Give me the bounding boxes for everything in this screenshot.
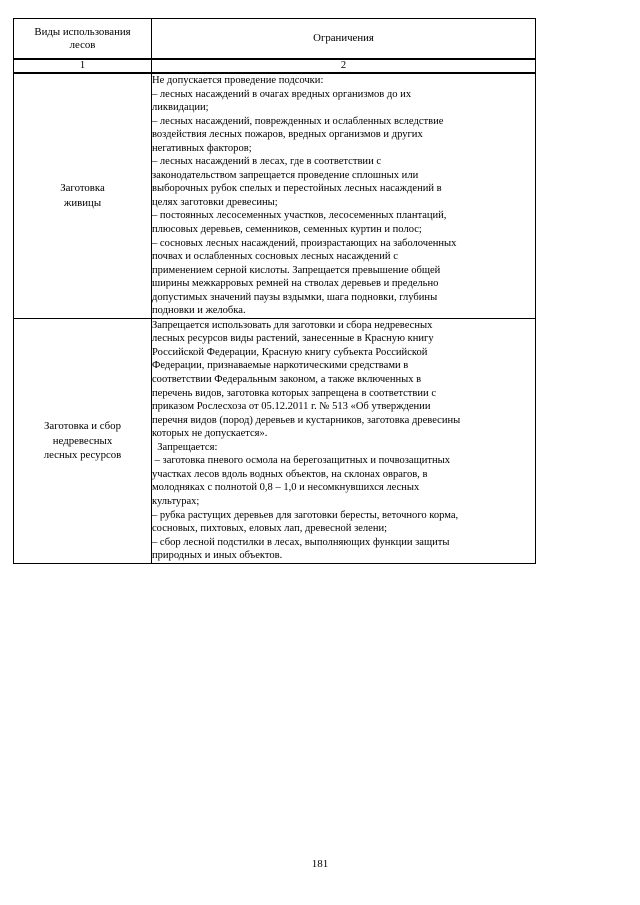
restriction-text-line: выборочных рубок спелых и перестойных лесных насаждений в — [152, 183, 442, 195]
restrictions-cell — [152, 73, 536, 318]
header-usage-types — [14, 19, 152, 60]
usage-type-line: Заготовка и сбор — [44, 420, 121, 433]
restriction-text-line: применением серной кислоты. Запрещается превышение общей — [152, 264, 441, 276]
restriction-text-line: – рубка растущих деревьев для заготовки бересты, веточного корма, — [152, 509, 459, 521]
header-restrictions: Ограничения — [152, 19, 536, 60]
table-header-row — [14, 19, 536, 60]
usage-type-line: Заготовка — [60, 182, 105, 195]
restriction-text-line: приказом Рослесхоза от 05.12.2011 г. № 513 «Об утверждении — [152, 401, 431, 413]
restriction-text-line: которых не допускается». — [152, 428, 268, 440]
header-usage-line: Виды использования — [34, 25, 131, 38]
restriction-text-line: перечня видов (пород) деревьев и кустарников, заготовка древесины — [152, 414, 461, 426]
table-row — [14, 73, 536, 318]
usage-type-line: живицы — [63, 196, 102, 209]
restriction-text-line: Не допускается проведение подсочки: — [152, 75, 324, 86]
restriction-text-line: воздействия лесных пожаров, вредных организмов и других — [152, 129, 423, 141]
usage-type-line: недревесных — [52, 434, 113, 447]
restriction-text-line: целях заготовки древесины; — [152, 196, 278, 208]
restrictions-table — [13, 18, 536, 564]
restriction-text-line: Российской Федерации, Красную книгу субъекта Российской — [152, 346, 428, 358]
restriction-text-line: – постоянных лесосеменных участков, лесосеменных плантаций, — [152, 210, 447, 222]
restriction-text-line: – лесных насаждений в очагах вредных организмов до их — [152, 88, 412, 100]
restriction-text-line: Запрещается использовать для заготовки и сбора недревесных — [152, 319, 433, 331]
restriction-text-line: соответствии Федеральным законом, а также включенных в — [152, 374, 422, 386]
restrictions-cell — [152, 318, 536, 563]
page-number: 181 — [311, 858, 329, 870]
restriction-text-line: ширины межкарровых ремней на стволах деревьев и предельно — [152, 278, 439, 290]
restriction-text-line: культурах; — [152, 495, 200, 507]
column-number-row — [14, 59, 536, 73]
usage-type-cell — [14, 318, 152, 563]
restriction-text-line: – лесных насаждений в лесах, где в соответствии с — [152, 156, 382, 168]
restriction-text-line: плюсовых деревьев, семенников, семенных куртин и полос; — [152, 224, 422, 236]
restriction-text-line: почвах и ослабленных сосновых лесных насаждений с — [152, 251, 398, 263]
table-row — [14, 318, 536, 563]
restriction-text-line: молодняках с полнотой 0,8 – 1,0 и несомкнувшихся лесных — [152, 482, 420, 494]
restriction-text-line: негативных факторов; — [152, 142, 252, 154]
restriction-text-line: природных и иных объектов. — [152, 550, 283, 562]
restriction-text-line: перечень видов, заготовка которых запрещена в соответствии с — [152, 387, 436, 399]
restriction-text-line: законодательством запрещается проведение сплошных или — [152, 169, 419, 181]
restriction-text-line: допустимых значений паузы вздымки, шага подновки, глубины — [152, 291, 438, 303]
usage-type-cell — [14, 73, 152, 318]
restriction-text-line: – сбор лесной подстилки в лесах, выполняющих функции защиты — [152, 536, 450, 548]
column-number-2: 2 — [152, 59, 536, 73]
restriction-text-line: – лесных насаждений, поврежденных и ослабленных вследствие — [152, 115, 444, 127]
column-number-1: 1 — [14, 59, 152, 73]
usage-type-line: лесных ресурсов — [43, 449, 122, 462]
restriction-text-line: подновки и желобка. — [152, 305, 246, 317]
restriction-text-line: – сосновых лесных насаждений, произрастающих на заболоченных — [152, 237, 457, 249]
restriction-text-line: ликвидации; — [152, 102, 209, 114]
restriction-text-line: – заготовка пневого осмола на берегозащитных и почвозащитных — [152, 455, 450, 467]
restriction-text-line: Запрещается: — [152, 441, 218, 453]
restriction-text-line: Федерации, признаваемые наркотическими средствами в — [152, 360, 409, 372]
restriction-text-line: лесных ресурсов виды растений, занесенные в Красную книгу — [152, 333, 434, 345]
restriction-text-line: участках лесов вдоль водных объектов, на склонах оврагов, в — [152, 468, 428, 480]
restriction-text-line: сосновых, пихтовых, еловых лап, древесной зелени; — [152, 523, 388, 535]
header-usage-line: лесов — [69, 38, 96, 51]
